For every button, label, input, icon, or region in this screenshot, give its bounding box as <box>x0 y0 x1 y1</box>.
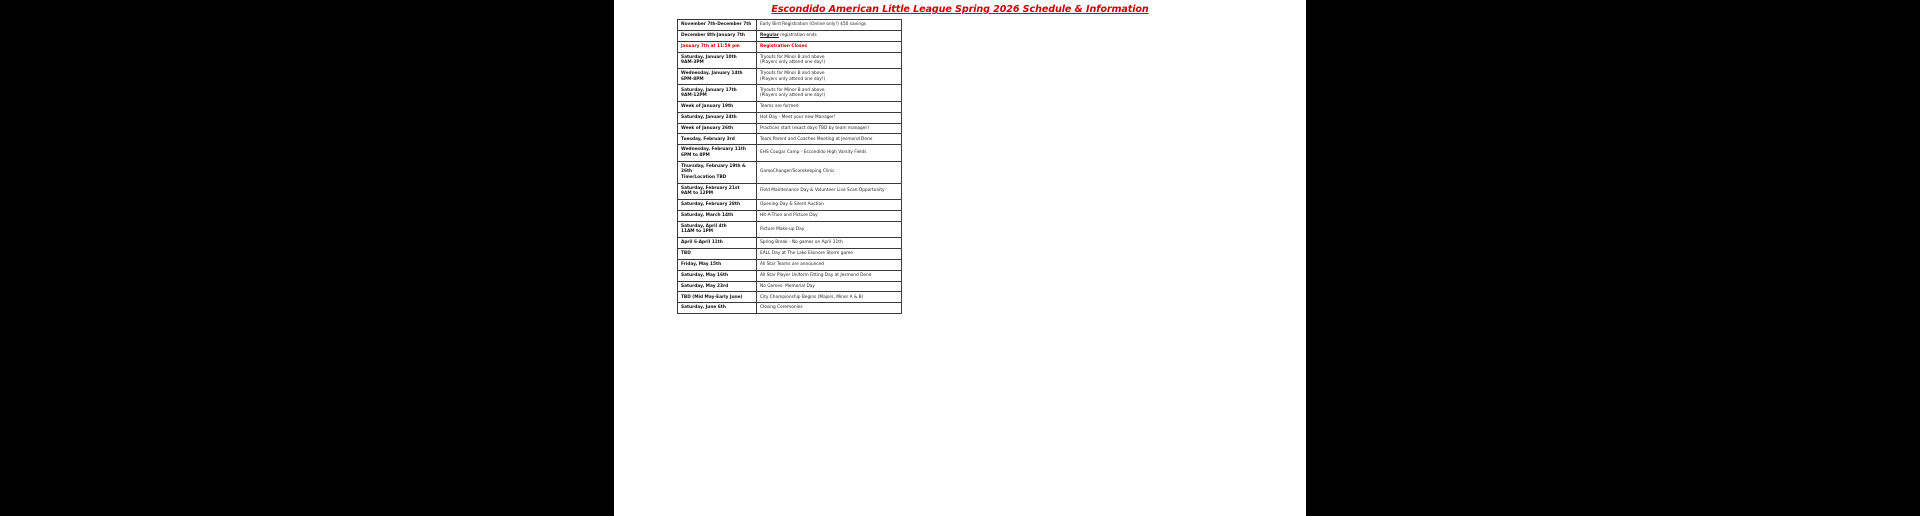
schedule-description-cell <box>757 161 902 183</box>
schedule-description-line2: (Players only attend one day!) <box>760 76 826 82</box>
schedule-date-cell <box>678 259 757 270</box>
schedule-description-line1: EHS Cougar Camp - Escondido High Varsity Fields <box>760 150 867 156</box>
table-row <box>678 30 902 41</box>
schedule-date-cell <box>678 292 757 303</box>
schedule-date-line2: 6PM to 8PM <box>681 152 710 158</box>
schedule-date-cell <box>678 238 757 249</box>
schedule-date-line1: TBD (Mid May-Early June) <box>681 294 743 300</box>
schedule-date-line1: November 7th-December 7th <box>681 22 752 28</box>
table-row <box>678 248 902 259</box>
schedule-description-line1: Opening Day & Silent Auction <box>760 202 824 208</box>
schedule-description-line1: GameChanger/Scorekeeping Clinic <box>760 169 835 175</box>
schedule-date-cell <box>678 210 757 221</box>
schedule-description-line1: Hit-A-Thon and Picture Day <box>760 212 818 218</box>
table-row <box>678 221 902 237</box>
schedule-description-line1: Early Bird Registration (Online only!) $50 savings <box>760 22 867 28</box>
schedule-table <box>677 19 902 314</box>
schedule-date-cell <box>678 69 757 85</box>
table-row <box>678 281 902 292</box>
table-row <box>678 292 902 303</box>
schedule-description-cell <box>757 303 902 314</box>
schedule-description-line1: All Star Teams are announced <box>760 261 825 267</box>
schedule-date-line1: Saturday, January 17th <box>681 87 737 93</box>
table-row <box>678 303 902 314</box>
schedule-description-line1: EALL Day at The Lake Elsinore Storm game <box>760 251 853 257</box>
schedule-date-cell <box>678 145 757 161</box>
schedule-date-line1: Wednesday, February 11th <box>681 147 746 153</box>
schedule-description-cell <box>757 292 902 303</box>
schedule-date-line1: TBD <box>681 251 691 257</box>
schedule-date-line1: Friday, May 15th <box>681 261 722 267</box>
schedule-date-cell <box>678 281 757 292</box>
table-row <box>678 41 902 52</box>
schedule-date-line1: Saturday, January 24th <box>681 114 737 120</box>
schedule-date-line2: 9AM-12PM <box>681 93 707 99</box>
table-row <box>678 259 902 270</box>
schedule-description-cell <box>757 210 902 221</box>
schedule-description-line1: Team Parent and Coaches Meeting at Jesmond Dene <box>760 136 873 142</box>
schedule-description-cell <box>757 183 902 199</box>
schedule-date-line1: Saturday, April 4th <box>681 223 727 229</box>
schedule-description-line1: Tryouts for Minor B and above <box>760 54 825 60</box>
schedule-description-line2: (Players only attend one day!) <box>760 60 826 66</box>
table-row <box>678 112 902 123</box>
schedule-description-line1: Teams are formed <box>760 103 799 109</box>
table-row <box>678 134 902 145</box>
schedule-date-line1: Saturday, May 16th <box>681 272 729 278</box>
schedule-date-cell <box>678 112 757 123</box>
schedule-date-line1: January 7th at 11:59 pm <box>681 43 740 49</box>
document-page <box>614 0 1306 516</box>
schedule-description-line1: Hat Day - Meet your new Manager! <box>760 114 836 120</box>
schedule-description-line2: (Players only attend one day!) <box>760 93 826 99</box>
schedule-description-emphasis: Regular <box>760 33 779 39</box>
schedule-date-cell <box>678 183 757 199</box>
schedule-description-line1: Registration Closes <box>760 43 808 49</box>
schedule-description-line1: Tryouts for Minor B and above <box>760 71 825 77</box>
schedule-date-line1: Tuesday, February 3rd <box>681 136 735 142</box>
schedule-description-cell <box>757 270 902 281</box>
schedule-date-line2: 9AM-3PM <box>681 60 704 66</box>
schedule-description-cell <box>757 101 902 112</box>
schedule-description-cell <box>757 69 902 85</box>
schedule-date-cell <box>678 41 757 52</box>
table-row <box>678 270 902 281</box>
schedule-description-line1: Spring Break - No games on April 11th <box>760 240 843 246</box>
schedule-table-body <box>678 20 902 314</box>
schedule-description-cell <box>757 41 902 52</box>
schedule-description-line1: All Star Player Uniform Fitting Day at Jesmond Dene <box>760 272 872 278</box>
schedule-description-cell <box>757 238 902 249</box>
schedule-description-cell <box>757 281 902 292</box>
schedule-date-line2: 9AM to 12PM <box>681 191 713 197</box>
schedule-date-line2: 11AM to 1PM <box>681 229 713 235</box>
table-row <box>678 210 902 221</box>
table-row <box>678 161 902 183</box>
schedule-date-line1: Wednesday, January 14th <box>681 71 743 77</box>
schedule-description-line1: No Games- Memorial Day <box>760 283 815 289</box>
schedule-date-line1: Saturday, March 14th <box>681 212 734 218</box>
schedule-date-cell <box>678 248 757 259</box>
table-row <box>678 101 902 112</box>
schedule-description-cell <box>757 221 902 237</box>
table-row <box>678 145 902 161</box>
table-row <box>678 69 902 85</box>
schedule-date-cell <box>678 303 757 314</box>
table-row <box>678 85 902 101</box>
table-row <box>678 20 902 31</box>
schedule-date-line1: Week of January 26th <box>681 125 734 131</box>
schedule-description-cell <box>757 123 902 134</box>
schedule-date-line2: 6PM-8PM <box>681 76 704 82</box>
schedule-date-cell <box>678 270 757 281</box>
schedule-description-cell <box>757 30 902 41</box>
table-row <box>678 52 902 68</box>
schedule-description-cell <box>757 52 902 68</box>
schedule-description-line1: Picture Make-up Day <box>760 226 805 232</box>
schedule-date-cell <box>678 161 757 183</box>
schedule-date-cell <box>678 134 757 145</box>
schedule-description-line1: Field Maintenance Day & Volunteer Live Scan Opportunity <box>760 188 885 194</box>
schedule-date-line1: Saturday, May 23rd <box>681 283 729 289</box>
schedule-date-line1: Week of January 19th <box>681 103 734 109</box>
schedule-description-cell <box>757 134 902 145</box>
schedule-description-cell <box>757 20 902 31</box>
schedule-date-line1: April 6-April 11th <box>681 240 723 246</box>
page-title: Escondido American Little League Spring 2026 Schedule & Information <box>771 4 1149 15</box>
schedule-date-line1: Thursday, February 19th & 26th <box>681 163 746 175</box>
schedule-description-line1: Tryouts for Minor B and above <box>760 87 825 93</box>
schedule-description-cell <box>757 199 902 210</box>
schedule-date-cell <box>678 221 757 237</box>
table-row <box>678 238 902 249</box>
schedule-date-cell <box>678 20 757 31</box>
schedule-description-line1: Closing Ceremonies <box>760 305 803 311</box>
schedule-date-cell <box>678 101 757 112</box>
schedule-date-cell <box>678 85 757 101</box>
table-row <box>678 199 902 210</box>
schedule-date-cell <box>678 30 757 41</box>
schedule-date-line1: December 8th-January 7th <box>681 33 745 39</box>
schedule-date-cell <box>678 199 757 210</box>
schedule-description-cell <box>757 259 902 270</box>
schedule-date-cell <box>678 52 757 68</box>
right-letterbox-bar <box>1306 0 1920 516</box>
schedule-date-line1: Saturday, January 10th <box>681 54 737 60</box>
schedule-date-cell <box>678 123 757 134</box>
schedule-description-cell <box>757 112 902 123</box>
schedule-description-line1: City Championship Begins (Majors, Minor A & B) <box>760 294 864 300</box>
schedule-date-line1: Saturday, February 21st <box>681 185 740 191</box>
table-row <box>678 183 902 199</box>
schedule-description-cell <box>757 248 902 259</box>
table-row <box>678 123 902 134</box>
schedule-description-cell <box>757 145 902 161</box>
left-letterbox-bar <box>0 0 614 516</box>
schedule-description-cell <box>757 85 902 101</box>
schedule-date-line2: Time/Location TBD <box>681 174 727 180</box>
schedule-description-line1: Practices start (exact days TBD by team manager) <box>760 125 869 131</box>
schedule-description-line1: registration ends <box>778 33 817 39</box>
schedule-date-line1: Saturday, June 6th <box>681 305 726 311</box>
schedule-date-line1: Saturday, February 28th <box>681 202 741 208</box>
